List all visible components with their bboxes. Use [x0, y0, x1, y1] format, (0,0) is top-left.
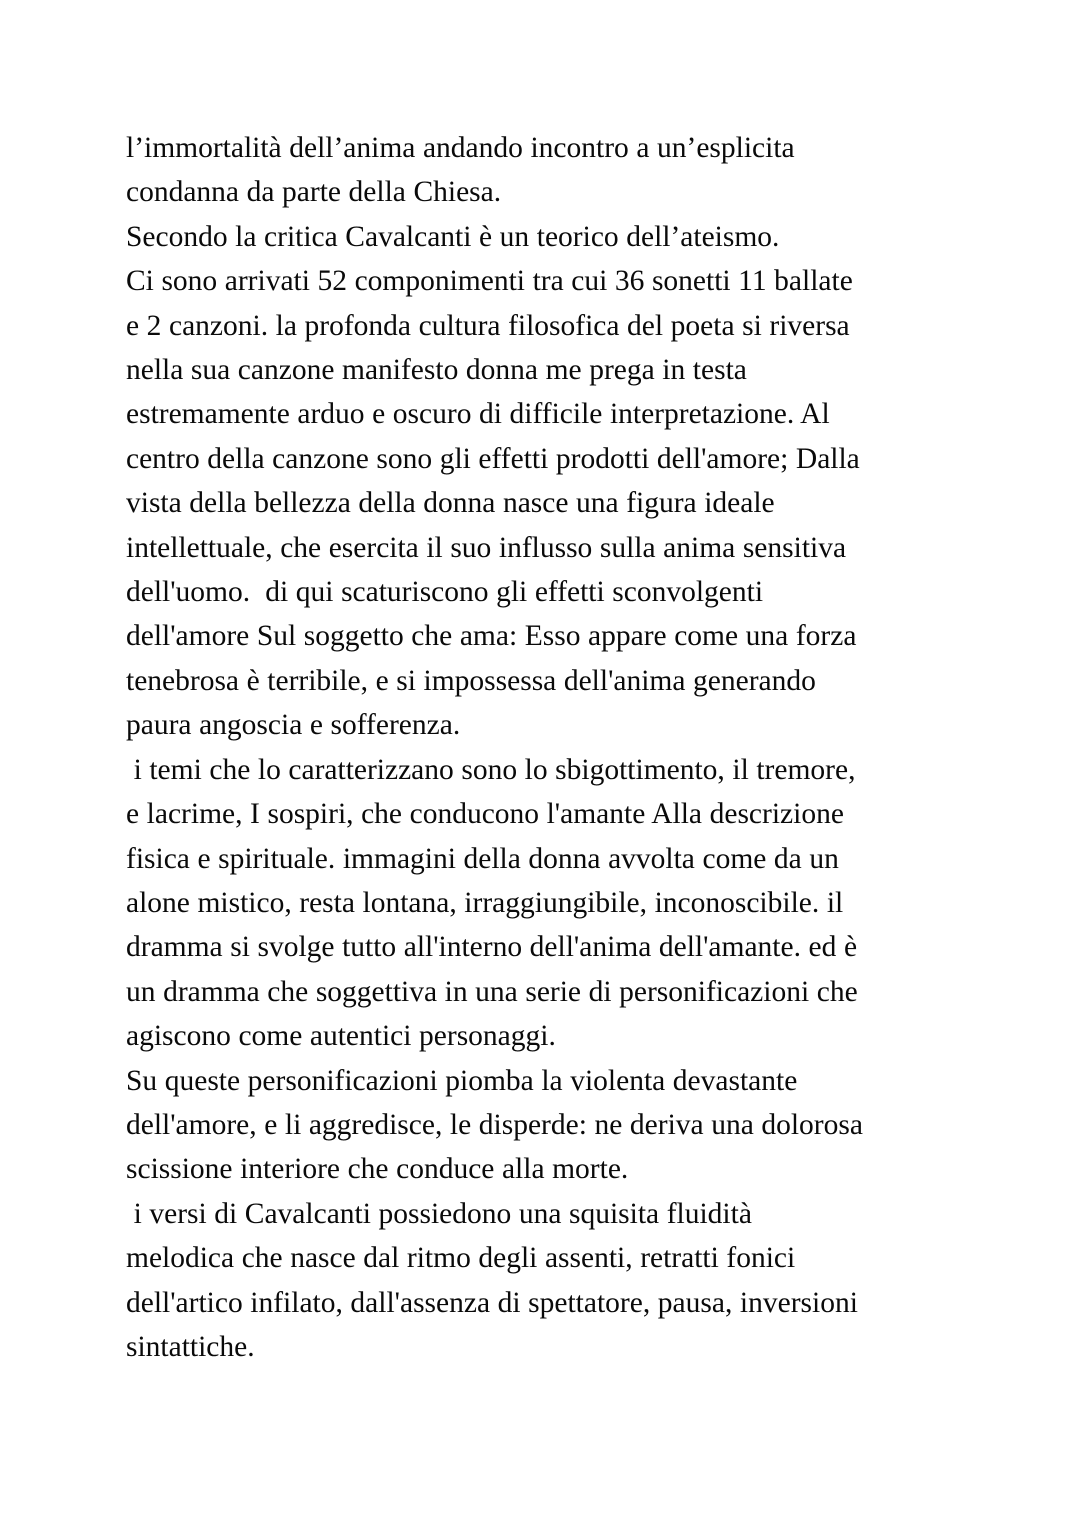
text-line: scissione interiore che conduce alla morte.	[126, 1153, 629, 1186]
text-line: fisica e spirituale. immagini della donna avvolta come da un	[126, 842, 839, 875]
text-line: melodica che nasce dal ritmo degli assenti, retratti fonici	[126, 1242, 796, 1275]
text-line: estremamente arduo e oscuro di difficile interpretazione. Al	[126, 398, 830, 431]
text-line: dell'amore Sul soggetto che ama: Esso appare come una forza	[126, 620, 857, 653]
text-line: sintattiche.	[126, 1330, 255, 1363]
text-line: dell'amore, e li aggredisce, le disperde: ne deriva una dolorosa	[126, 1108, 863, 1141]
text-line: i versi di Cavalcanti possiedono una squisita fluidità	[126, 1197, 752, 1230]
text-line: Su queste personificazioni piomba la violenta devastante	[126, 1064, 798, 1097]
text-line: i temi che lo caratterizzano sono lo sbigottimento, il tremore,	[126, 753, 856, 786]
text-line: centro della canzone sono gli effetti prodotti dell'amore; Dalla	[126, 442, 860, 475]
text-line: vista della bellezza della donna nasce una figura ideale	[126, 487, 775, 520]
text-line: tenebrosa è terribile, e si impossessa dell'anima generando	[126, 664, 816, 697]
document-text-block	[126, 126, 944, 1369]
text-line: condanna da parte della Chiesa.	[126, 176, 502, 209]
text-line: Ci sono arrivati 52 componimenti tra cui 36 sonetti 11 ballate	[126, 265, 853, 298]
text-line: paura angoscia e sofferenza.	[126, 709, 461, 742]
text-line: dell'uomo. di qui scaturiscono gli effetti sconvolgenti	[126, 576, 764, 609]
text-line: nella sua canzone manifesto donna me prega in testa	[126, 354, 747, 387]
text-line: e 2 canzoni. la profonda cultura filosofica del poeta si riversa	[126, 309, 850, 342]
text-line: dell'artico infilato, dall'assenza di spettatore, pausa, inversioni	[126, 1286, 858, 1319]
text-line: dramma si svolge tutto all'interno dell'anima dell'amante. ed è	[126, 931, 858, 964]
text-line: e lacrime, I sospiri, che conducono l'amante Alla descrizione	[126, 798, 844, 831]
text-line: alone mistico, resta lontana, irraggiungibile, inconoscibile. il	[126, 886, 844, 919]
text-line: Secondo la critica Cavalcanti è un teorico dell’ateismo.	[126, 220, 780, 253]
text-line: agiscono come autentici personaggi.	[126, 1020, 556, 1053]
text-line: l’immortalità dell’anima andando incontro a un’esplicita	[126, 132, 795, 164]
text-line: un dramma che soggettiva in una serie di personificazioni che	[126, 975, 858, 1008]
text-line: intellettuale, che esercita il suo influsso sulla anima sensitiva	[126, 531, 847, 564]
